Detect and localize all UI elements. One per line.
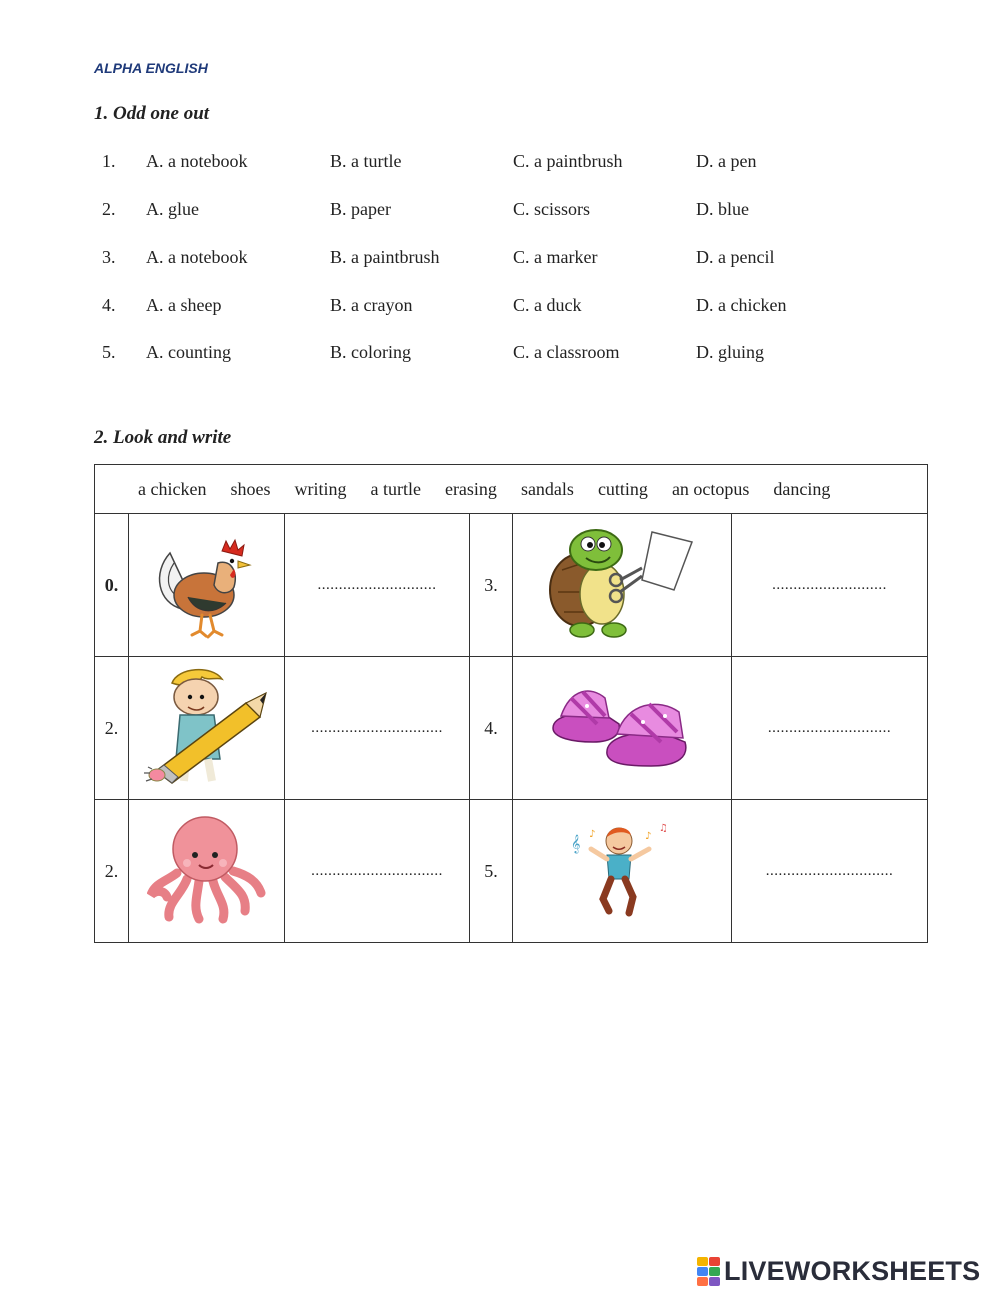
- item-number: 3.: [470, 514, 513, 657]
- logo-block: [709, 1257, 720, 1266]
- svg-text:𝄞: 𝄞: [571, 833, 581, 853]
- question-row: [0, 199, 1000, 223]
- question-number: 3.: [102, 247, 116, 267]
- option-c[interactable]: C. a classroom: [513, 342, 620, 362]
- option-d[interactable]: D. a chicken: [696, 295, 787, 315]
- sandals-image: [513, 657, 732, 800]
- item-number: 5.: [470, 800, 513, 943]
- section1-title: 1. Odd one out: [94, 103, 210, 124]
- question-number: 5.: [102, 342, 116, 362]
- boy-pencil-image: [129, 657, 285, 800]
- option-b[interactable]: B. a turtle: [330, 151, 402, 171]
- option-d[interactable]: D. a pencil: [696, 247, 775, 267]
- answer-blank[interactable]: ...............................: [285, 657, 470, 800]
- option-c[interactable]: C. a marker: [513, 247, 598, 267]
- question-number: 1.: [102, 151, 116, 171]
- word-bank: [95, 465, 928, 514]
- word-bank-item: a turtle: [370, 478, 421, 499]
- octopus-image: [129, 800, 285, 943]
- logo-block: [697, 1277, 708, 1286]
- option-b[interactable]: B. coloring: [330, 342, 411, 362]
- question-row: [0, 151, 1000, 175]
- svg-text:♫: ♫: [659, 822, 668, 834]
- answer-blank[interactable]: ...............................: [285, 800, 470, 943]
- item-number: 2.: [95, 800, 129, 943]
- logo-blocks-icon: [697, 1257, 720, 1286]
- brand-label: ALPHA ENGLISH: [94, 60, 208, 76]
- item-number: 0.: [95, 514, 129, 657]
- word-bank-item: erasing: [444, 478, 497, 499]
- question-number: 4.: [102, 295, 116, 315]
- option-c[interactable]: C. a paintbrush: [513, 151, 623, 171]
- option-c[interactable]: C. a duck: [513, 295, 582, 315]
- chicken-image: [129, 514, 285, 657]
- word-bank-item: writing: [294, 478, 347, 499]
- option-a[interactable]: A. a sheep: [146, 295, 222, 315]
- question-row: [0, 247, 1000, 271]
- option-d[interactable]: D. blue: [696, 199, 749, 219]
- word-bank-item: a chicken: [138, 478, 207, 499]
- section2-title: 2. Look and write: [94, 427, 232, 448]
- question-number: 2.: [102, 199, 116, 219]
- answer-blank[interactable]: ...........................: [732, 514, 928, 657]
- item-number: 4.: [470, 657, 513, 800]
- option-c[interactable]: C. scissors: [513, 199, 591, 219]
- option-d[interactable]: D. a pen: [696, 151, 757, 171]
- option-b[interactable]: B. a crayon: [330, 295, 413, 315]
- option-a[interactable]: A. counting: [146, 342, 231, 362]
- svg-text:♪: ♪: [589, 828, 596, 840]
- logo-block: [697, 1257, 708, 1266]
- word-bank-item: shoes: [230, 478, 271, 499]
- logo-block: [697, 1267, 708, 1276]
- look-and-write-table: [94, 464, 928, 943]
- answer-blank[interactable]: .............................: [732, 657, 928, 800]
- option-a[interactable]: A. glue: [146, 199, 199, 219]
- option-a[interactable]: A. a notebook: [146, 151, 248, 171]
- word-bank-item: dancing: [773, 478, 831, 499]
- option-d[interactable]: D. gluing: [696, 342, 765, 362]
- liveworksheets-logo[interactable]: [697, 1256, 980, 1286]
- svg-text:♪: ♪: [645, 830, 652, 842]
- word-bank-item: sandals: [520, 478, 574, 499]
- option-b[interactable]: B. a paintbrush: [330, 247, 440, 267]
- option-a[interactable]: A. a notebook: [146, 247, 248, 267]
- question-row: [0, 295, 1000, 319]
- answer-blank[interactable]: ..............................: [732, 800, 928, 943]
- logo-block: [709, 1267, 720, 1276]
- option-b[interactable]: B. paper: [330, 199, 391, 219]
- item-number: 2.: [95, 657, 129, 800]
- word-bank-item: cutting: [597, 478, 648, 499]
- boy-dancing-image: [513, 800, 732, 943]
- answer-blank[interactable]: ............................: [285, 514, 470, 657]
- word-bank-item: an octopus: [671, 478, 750, 499]
- question-row: [0, 342, 1000, 366]
- turtle-cutting-image: [513, 514, 732, 657]
- logo-block: [709, 1277, 720, 1286]
- logo-text: LIVEWORKSHEETS: [724, 1255, 981, 1286]
